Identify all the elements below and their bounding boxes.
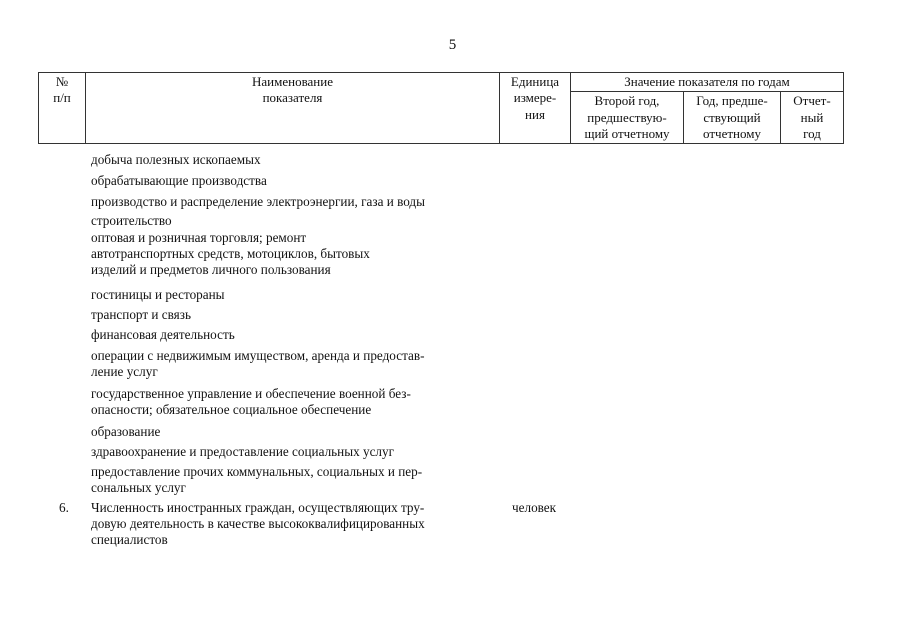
- indicator-row: [91, 386, 411, 418]
- header-name-line: показателя: [262, 90, 323, 106]
- header-col-line: Отчет-: [793, 93, 831, 109]
- header-col-line: отчетному: [703, 125, 761, 141]
- indicator-line: финансовая деятельность: [91, 327, 235, 342]
- header-col-line: щий отчетному: [584, 125, 670, 141]
- header-col-line: предшествую-: [587, 109, 667, 125]
- indicator-line: предоставление прочих коммунальных, социальных и пер-: [91, 464, 423, 479]
- indicator-row: [91, 152, 261, 168]
- indicator-row: [91, 194, 425, 210]
- indicator-line: специалистов: [91, 532, 168, 547]
- header-unit-line: ния: [525, 106, 545, 122]
- indicator-line: здравоохранение и предоставление социальных услуг: [91, 444, 395, 459]
- row-unit: человек: [512, 500, 557, 515]
- indicator-row: [91, 500, 425, 548]
- indicator-row: [91, 213, 172, 229]
- indicator-line: ление услуг: [91, 364, 158, 379]
- indicator-line: опасности; обязательное социальное обеспечение: [91, 402, 372, 417]
- header-col-line: Год, предше-: [696, 93, 768, 109]
- indicator-line: оптовая и розничная торговля; ремонт: [91, 230, 307, 245]
- row-number: 6.: [59, 500, 69, 515]
- indicator-row: [91, 348, 424, 380]
- indicator-line: строительство: [91, 213, 172, 228]
- header-col-line: год: [803, 125, 821, 141]
- indicator-line: автотранспортных средств, мотоциклов, бытовых: [91, 246, 370, 261]
- header-unit-line: Единица: [510, 74, 560, 89]
- header-col-line: ный: [800, 109, 824, 125]
- indicator-line: сональных услуг: [91, 480, 186, 495]
- header-number-line: п/п: [53, 90, 71, 106]
- header-col-line: Второй год,: [594, 93, 660, 109]
- indicator-line: изделий и предметов личного пользования: [91, 262, 331, 277]
- indicator-line: довую деятельность в качестве высококвалифицированных: [91, 516, 425, 531]
- indicator-line: добыча полезных ископаемых: [91, 152, 261, 167]
- header-number-line: №: [55, 74, 69, 89]
- indicator-line: производство и распределение электроэнергии, газа и воды: [91, 194, 426, 209]
- indicator-row: [91, 464, 422, 496]
- page-number: 5: [448, 37, 457, 53]
- indicator-row: [91, 327, 235, 343]
- header-name-line: Наименование: [252, 74, 333, 89]
- indicator-line: обрабатывающие производства: [91, 173, 267, 188]
- indicator-line: транспорт и связь: [91, 307, 191, 322]
- indicator-line: гостиницы и рестораны: [91, 287, 225, 302]
- indicator-line: операции с недвижимым имуществом, аренда и предостав-: [91, 348, 425, 363]
- indicator-row: [91, 307, 191, 323]
- indicator-row: [91, 173, 267, 189]
- indicator-row: [91, 230, 370, 278]
- indicator-line: государственное управление и обеспечение военной без-: [91, 386, 411, 401]
- header-col-line: ствующий: [703, 109, 761, 125]
- indicator-row: [91, 287, 225, 303]
- indicator-row: [91, 444, 394, 460]
- indicator-line: образование: [91, 424, 161, 439]
- header-unit-line: измере-: [513, 90, 557, 106]
- indicator-line: Численность иностранных граждан, осуществляющих тру-: [91, 500, 425, 515]
- header-values-title: Значение показателя по годам: [571, 73, 844, 92]
- indicator-row: [91, 424, 160, 440]
